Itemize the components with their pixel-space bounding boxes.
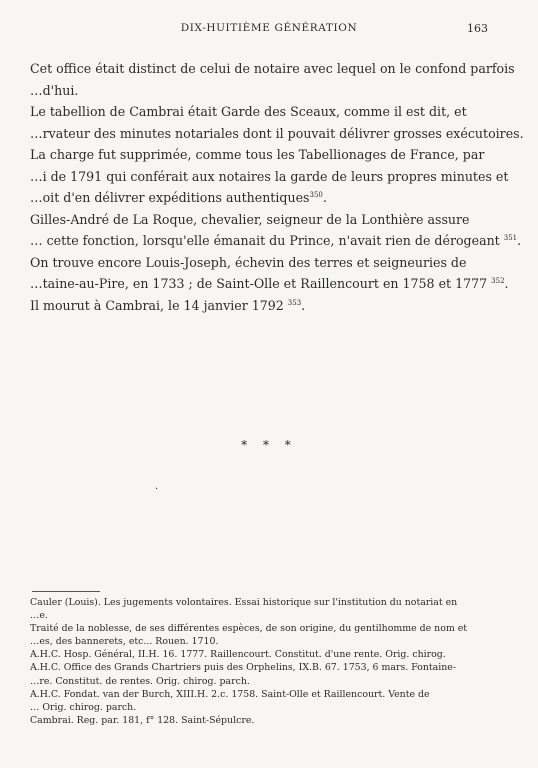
text-line: Le tabellion de Cambrai était Garde des Sceaux, comme il est dit, et	[30, 104, 467, 119]
footnote-ref: 352	[491, 276, 505, 285]
paragraph	[30, 252, 509, 295]
text-line: …taine-au-Pire, en 1733 ; de Saint-Olle et Raillencourt en 1758 et 1777 $^{352}$.	[30, 276, 509, 291]
footnote-line: …es, des bannerets, etc... Rouen. 1710.	[30, 636, 219, 648]
footnote-line: A.H.C. Office des Grands Chartriers puis des Orphelins, IX.B. 67. 1753, 6 mars. Fontaine-	[30, 662, 457, 674]
section-separator: * * *	[241, 438, 297, 452]
text-span: …taine-au-Pire, en 1733 ; de Saint-Olle et Raillencourt en 1758 et 1777	[30, 276, 488, 291]
footnote-line: A.H.C. Hosp. Général, II.H. 16. 1777. Raillencourt. Constitut. d'une rente. Orig. chirog.	[30, 649, 446, 661]
main-text	[30, 58, 524, 316]
text-line: …i de 1791 qui conférait aux notaires la garde de leurs propres minutes et	[30, 168, 509, 184]
footnote-rule	[32, 591, 100, 592]
text-span: … cette fonction, lorsqu'elle émanait du Prince, n'avait rien de dérogeant	[30, 233, 500, 248]
page-number: 163	[467, 22, 488, 35]
paragraph	[30, 144, 509, 209]
footnote	[30, 622, 492, 648]
footnote	[30, 714, 492, 727]
page-header	[0, 22, 538, 40]
footnote-line: Cauler (Louis). Les jugements volontaires. Essai historique sur l'institution du notariat en	[30, 597, 458, 608]
running-title: DIX-HUITIÈME GÉNÉRATION	[180, 22, 358, 34]
text-span: …oit d'en délivrer expéditions authentiques	[30, 190, 310, 205]
footnote	[30, 661, 492, 687]
footnote-line: …e.	[30, 610, 48, 622]
footnote-line: A.H.C. Fondat. van der Burch, XIII.H. 2.c. 1758. Saint-Olle et Raillencourt. Vente de	[30, 688, 430, 700]
footnote-ref: 351	[503, 233, 518, 242]
footnote	[30, 596, 492, 622]
text-line: Il mourut à Cambrai, le 14 janvier 1792 $^{353}$.	[30, 297, 306, 313]
paragraph	[30, 101, 524, 144]
footnote-ref: 350	[309, 190, 323, 199]
text-line: Cet office était distinct de celui de notaire avec lequel on le confond parfois	[30, 61, 515, 76]
text-line: … cette fonction, lorsqu'elle émanait du Prince, n'avait rien de dérogeant $^{351}$.	[30, 233, 522, 248]
text-line: …oit d'en délivrer expéditions authentiques$^{350}$.	[30, 190, 327, 205]
footnote-line: Traité de la noblesse, de ses différentes espèces, de son origine, du gentilhomme de nom et	[30, 623, 468, 635]
footnote-line: … Orig. chirog. parch.	[30, 701, 137, 713]
text-line: Gilles-André de La Roque, chevalier, seigneur de la Lonthière assure	[30, 211, 470, 227]
text-line: …d'hui.	[30, 82, 79, 98]
text-line: On trouve encore Louis-Joseph, échevin des terres et seigneuries de	[30, 254, 467, 270]
footnote-line: Cambrai. Reg. par. 181, f° 128. Saint-Sépulcre.	[30, 714, 255, 726]
footnote	[30, 648, 492, 661]
paragraph	[30, 295, 490, 317]
footnote	[30, 688, 492, 714]
paragraph	[30, 58, 515, 101]
speck: ·	[155, 484, 159, 495]
paragraph	[30, 209, 522, 252]
text-line: La charge fut supprimée, comme tous les Tabellionages de France, par	[30, 147, 485, 162]
footnote-line: …re. Constitut. de rentes. Orig. chirog. parch.	[30, 675, 250, 687]
text-line: …rvateur des minutes notariales dont il pouvait délivrer grosses exécutoires.	[30, 125, 524, 141]
footnotes	[30, 596, 492, 727]
text-span: Il mourut à Cambrai, le 14 janvier 1792	[30, 297, 284, 313]
footnote-ref: 353	[287, 298, 302, 307]
